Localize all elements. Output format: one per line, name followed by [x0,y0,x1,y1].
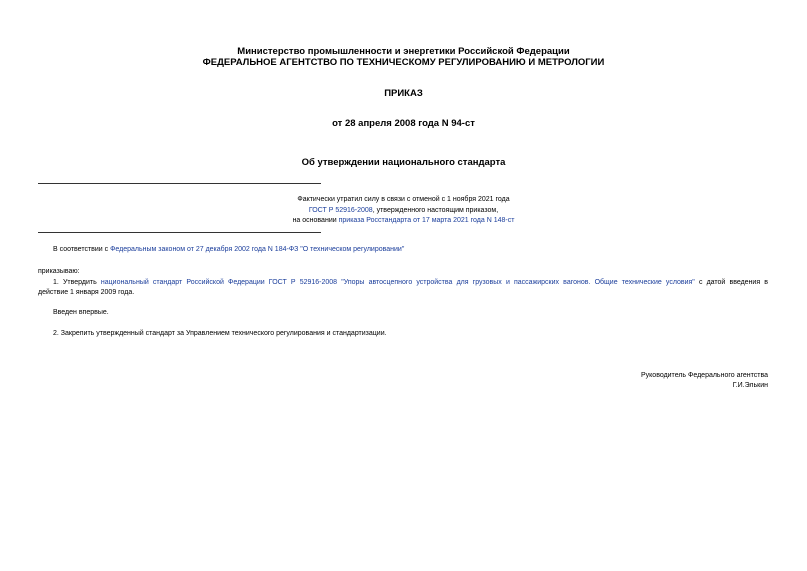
document-date-number: от 28 апреля 2008 года N 94-ст [332,118,475,129]
status-note-line1: Фактически утратил силу в связи с отменой с 1 ноября 2021 года [297,196,510,203]
divider-top [38,183,321,184]
item1-line1 [38,277,768,288]
item2: 2. Закрепить утвержденный стандарт за Управлением технического регулирования и стандартизации. [53,330,387,337]
document-subject: Об утверждении национального стандарта [301,157,506,168]
status-note-line3-prefix: на основании [292,217,339,224]
gost-link[interactable]: ГОСТ Р 52916-2008 [308,207,373,214]
agency-title: ФЕДЕРАЛЬНОЕ АГЕНТСТВО ПО ТЕХНИЧЕСКОМУ РЕГУЛИРОВАНИЮ И МЕТРОЛОГИИ [202,57,605,68]
rosstandart-order-link[interactable]: приказа Росстандарта от 17 марта 2021 года N 148-ст [338,217,515,224]
ministry-title: Министерство промышленности и энергетики Российской Федерации [237,46,570,57]
status-note-line2-rest: , утвержденного настоящим приказом, [372,207,499,214]
signatory-name: Г.И.Элькин [732,382,768,389]
document-type: ПРИКАЗ [384,88,423,99]
preamble [53,245,404,255]
introduced-note: Введен впервые. [53,309,109,316]
preamble-prefix: В соответствии с [53,246,111,253]
item1-prefix: 1. Утвердить [53,279,101,286]
divider-bottom [38,232,321,233]
item1-suffix: с датой введения в [694,279,768,286]
order-word: приказываю: [38,268,80,275]
status-note-line3 [0,216,807,226]
federal-law-link[interactable]: Федеральным законом от 27 декабря 2002 года N 184-ФЗ "О техническом регулировании" [110,246,405,253]
item1-line2: действие 1 января 2009 года. [38,289,135,296]
standard-link[interactable]: национальный стандарт Российской Федерации ГОСТ Р 52916-2008 "Упоры автосцепного устройства для грузовых и пассажирских вагонов. Общие технические условия" [100,279,695,286]
status-note-line2 [0,206,807,216]
signatory-position: Руководитель Федерального агентства [640,372,768,379]
